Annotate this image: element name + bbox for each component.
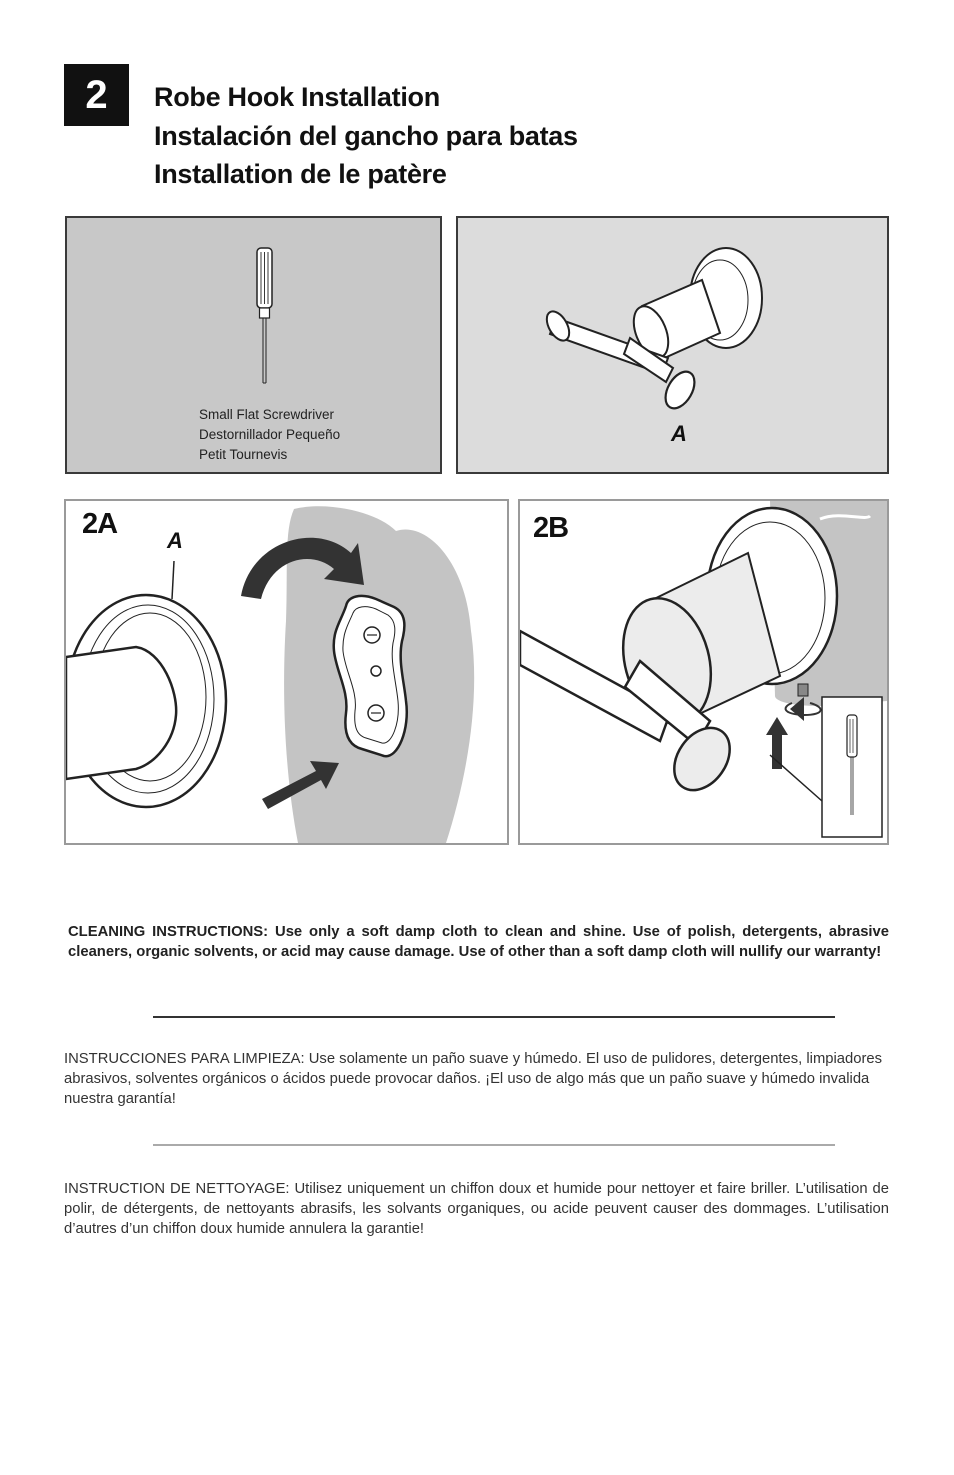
- divider-dark: [153, 1016, 835, 1018]
- cleaning-instructions-french: INSTRUCTION DE NETTOYAGE: Utilisez uniquement un chiffon doux et humide pour nettoyer et faire briller. L’utilisation de polir, de détergents, de nettoyants abrasifs, les solvants organiques, ou acide peuvent causer des dommages. L’utilisation d’autres d’un chiffon doux humide annulera la garantie!: [64, 1181, 889, 1237]
- hook-short-arm-cap: [663, 717, 741, 800]
- screwdriver-icon: [847, 715, 857, 757]
- cleaning-instructions-english: CLEANING INSTRUCTIONS: Use only a soft damp cloth to clean and shine. Use of polish, detergents, abrasive cleaners, organic solvents, or acid may cause damage. Use of other than a soft damp cloth will nullify our warranty!: [68, 924, 889, 960]
- step-2a-panel: [64, 499, 509, 845]
- step-2a-label: 2A: [82, 508, 118, 540]
- tools-panel: [65, 216, 442, 474]
- set-screw: [798, 684, 808, 696]
- parts-panel: [456, 216, 889, 474]
- step-2b-panel: [518, 499, 889, 845]
- part-a-callout: A: [167, 528, 183, 553]
- title-english: Robe Hook Installation: [154, 82, 440, 112]
- tool-label: [199, 405, 340, 465]
- tool-name-french: Petit Tournevis: [199, 447, 288, 462]
- title-spanish: Instalación del gancho para batas: [154, 120, 578, 151]
- part-letter-a: A: [671, 421, 687, 446]
- cleaning-instructions-spanish: INSTRUCCIONES PARA LIMPIEZA: Use solamente un paño suave y húmedo. El uso de pulidores, detergentes, limpiadores abrasivos, solventes orgánicos o ácidos puede provocar daños. ¡El uso de algo más que un paño suave y húmedo invalida nuestra garantía!: [64, 1051, 883, 1107]
- title-block: [154, 78, 578, 194]
- bracket-center-hole: [371, 666, 381, 676]
- step-number-badge: 2: [64, 64, 129, 126]
- divider-light: [153, 1144, 835, 1146]
- step-2b-label: 2B: [533, 512, 569, 544]
- step-2b-illustration: [520, 501, 887, 843]
- step-2a-illustration: [66, 501, 507, 843]
- title-french: Installation de le patère: [154, 159, 447, 189]
- tool-name-english: Small Flat Screwdriver: [199, 407, 335, 422]
- tool-name-spanish: Destornillador Pequeño: [199, 427, 341, 442]
